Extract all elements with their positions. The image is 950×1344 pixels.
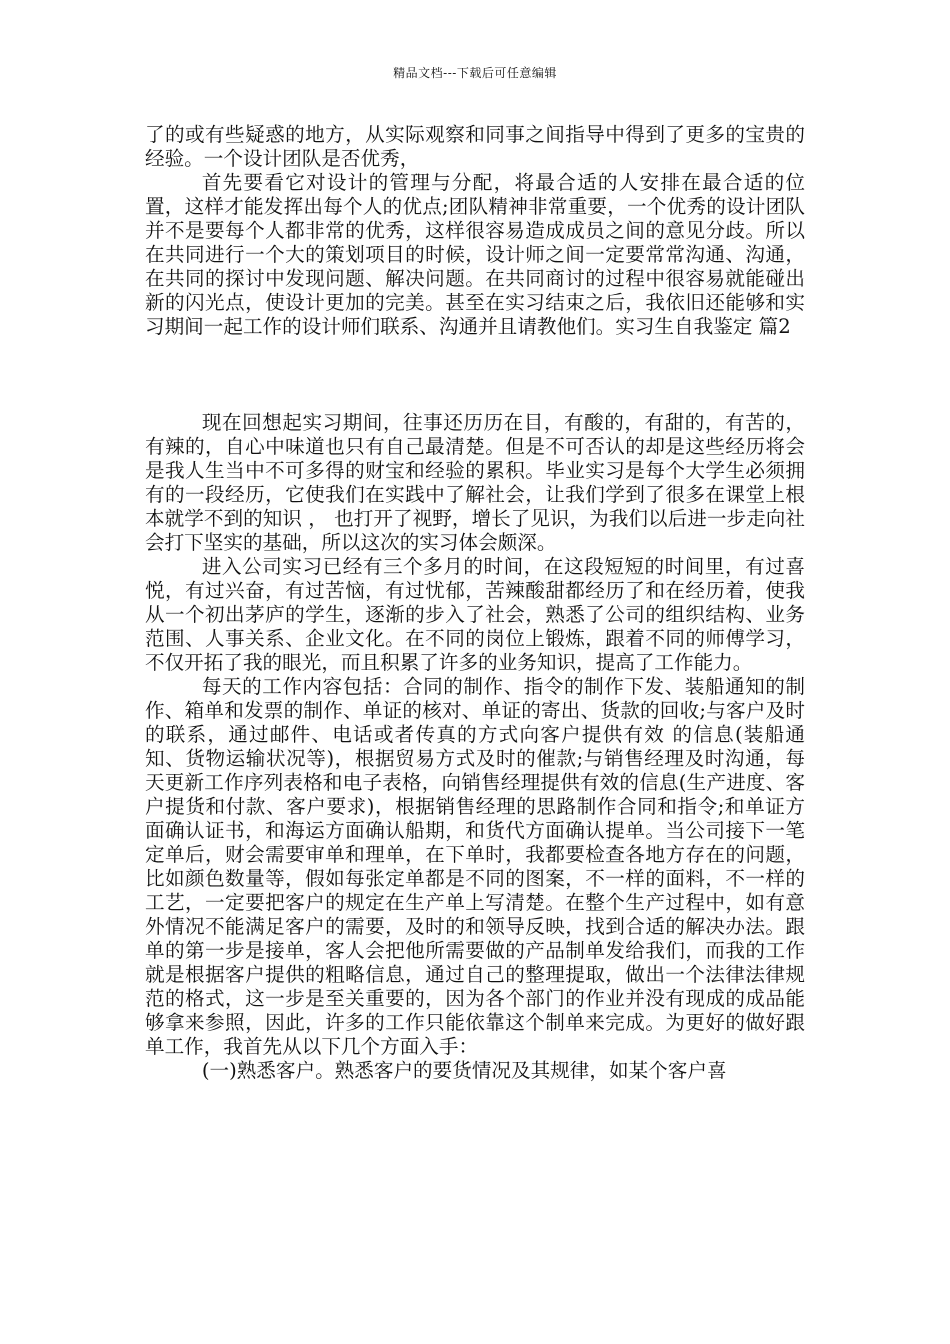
paragraph: (一)熟悉客户。熟悉客户的要货情况及其规律，如某个客户喜 bbox=[201, 1059, 727, 1082]
paragraph: 进入公司实习已经有三个多月的时间，在这段短短的时间里，有过喜悦，有过兴奋，有过苦恼，有过忧郁，苦辣酸甜都经历了和在经历着，使我从一个初出茅庐的学生，逐渐的步入了社会，熟悉了公司的组织结构、业务范围、人事关系、企业文化。在不同的岗位上锻炼，跟着不同的师傅学习，不仅开拓了我的眼光，而且积累了许多的业务知识，提高了工作能力。 bbox=[145, 555, 805, 674]
paragraph: 现在回想起实习期间，往事还历历在目，有酸的，有甜的，有苦的，有辣的，自心中味道也只有自己最清楚。但是不可否认的却是这些经历将会是我人生当中不可多得的财宝和经验的累积。毕业实习是每个大学生必须拥有的一段经历，它使我们在实践中了解社会，让我们学到了很多在课堂上根本就学不到的知识 ， 也打开了视野，增长了见识，为我们以后进一步走向社会打下坚实的基础，所以这次的实习体会颇深。 bbox=[145, 411, 805, 554]
page-header: 精品文档---下载后可任意编辑 bbox=[393, 66, 557, 80]
paragraph: 首先要看它对设计的管理与分配，将最合适的人安排在最合适的位置，这样才能发挥出每个人的优点;团队精神非常重要，一个优秀的设计团队并不是要每个人都非常的优秀，这样很容易造成成员之间的意见分歧。所以在共同进行一个大的策划项目的时候，设计师之间一定要常常沟通、沟通，在共同的探讨中发现问题、解决问题。在共同商讨的过程中很容易就能碰出新的闪光点，使设计更加的完美。甚至在实习结束之后，我依旧还能够和实习期间一起工作的设计师们联系、沟通并且请教他们。实习生自我鉴定 篇2 bbox=[145, 171, 805, 338]
section-gap bbox=[145, 339, 805, 411]
document-body bbox=[145, 123, 805, 1083]
paragraph: 每天的工作内容包括：合同的制作、指令的制作下发、装船通知的制作、箱单和发票的制作、单证的核对、单证的寄出、货款的回收;与客户及时的联系，通过邮件、电话或者传真的方式向客户提供有效 的信息(装船通知、货物运输状况等)，根据贸易方式及时的催款;与销售经理及时沟通，每天更新工作序列表格和电子表格，向销售经理提供有效的信息(生产进度、客户提货和付款、客户要求)，根据销售经理的思路制作合同和指令;和单证方面确认证书，和海运方面确认船期，和货代方面确认提单。当公司接下一笔定单后，财会需要审单和理单，在下单时，我都要检查各地方存在的问题，比如颜色数量等，假如每张定单都是不同的图案，不一样的面料，不一样的工艺，一定要把客户的规定在生产单上写清楚。在整个生产过程中，如有意外情况不能满足客户的需要，及时的和领导反映，找到合适的解决办法。跟单的第一步是接单，客人会把他所需要做的产品制单发给我们，而我的工作就是根据客户提供的粗略信息，通过自己的整理提取，做出一个法律法律规范的格式，这一步是至关重要的，因为各个部门的作业并没有现成的成品能够拿来参照，因此，许多的工作只能依靠这个制单来完成。为更好的做好跟单工作，我首先从以下几个方面入手： bbox=[145, 675, 805, 1058]
paragraph-continuation: 了的或有些疑惑的地方，从实际观察和同事之间指导中得到了更多的宝贵的经验。一个设计团队是否优秀， bbox=[145, 123, 805, 170]
